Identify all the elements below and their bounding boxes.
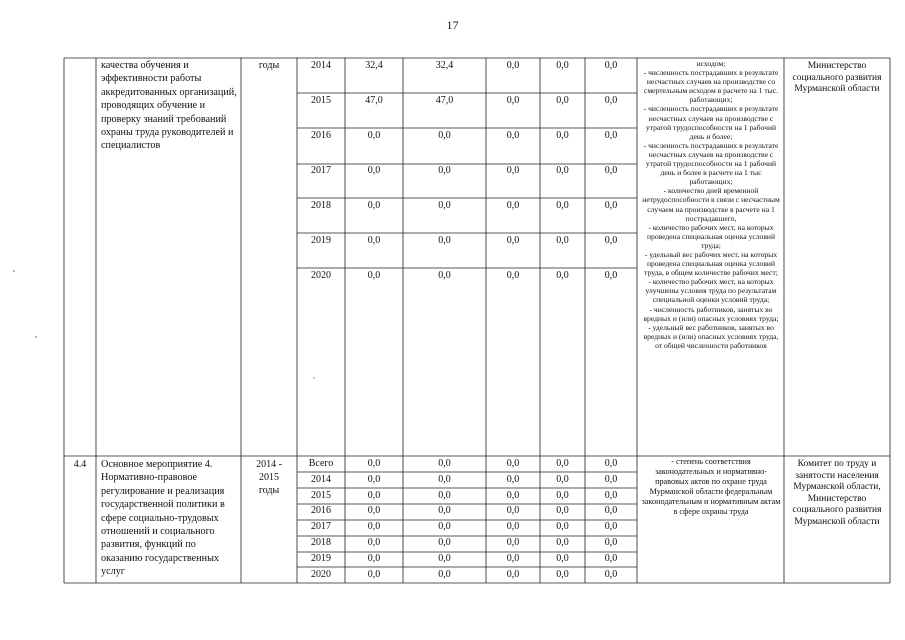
year-cell: 2015 xyxy=(311,489,331,501)
activity-description: качества обучения и эффективности работы аккредитованных организаций, проводящих обучение и проверку знаний требований охраны труда руководителей и специалистов xyxy=(101,60,237,152)
value-cell: 0,0 xyxy=(438,165,451,176)
period-label: годы xyxy=(258,485,280,496)
value-cell: 0,0 xyxy=(367,568,381,580)
value-cell: 0,0 xyxy=(604,489,618,501)
value-cell: 0,0 xyxy=(438,130,451,141)
period-label: годы xyxy=(258,60,280,71)
value-cell: 0,0 xyxy=(604,537,618,548)
page-number: 17 xyxy=(446,18,459,32)
value-cell: 0,0 xyxy=(438,200,451,211)
year-cell: 2018 xyxy=(311,537,331,548)
value-cell: 0,0 xyxy=(556,473,569,485)
value-cell: 0,0 xyxy=(556,95,569,106)
year-cell: 2017 xyxy=(311,165,331,176)
value-cell: 0,0 xyxy=(438,552,451,564)
value-cell: 0,0 xyxy=(367,489,381,501)
year-cell: 2015 xyxy=(311,95,331,106)
value-cell: 32,4 xyxy=(365,60,383,71)
value-cell: 0,0 xyxy=(506,489,520,501)
value-cell: 0,0 xyxy=(604,473,618,485)
executor-text: Министерство социального развития Мурманской области xyxy=(792,61,882,94)
value-cell: 0,0 xyxy=(556,552,569,564)
value-cell: 0,0 xyxy=(556,270,569,281)
value-cell: 0,0 xyxy=(604,568,618,580)
value-cell: 0,0 xyxy=(604,60,618,71)
value-cell: 0,0 xyxy=(556,489,569,501)
value-cell: 0,0 xyxy=(506,537,520,548)
value-cell: 0,0 xyxy=(438,235,451,246)
year-cell: 2016 xyxy=(311,130,331,141)
year-cell: 2020 xyxy=(311,568,331,580)
value-cell: 0,0 xyxy=(604,235,618,246)
value-cell: 47,0 xyxy=(365,95,383,106)
value-cell: 0,0 xyxy=(604,552,618,564)
value-cell: 0,0 xyxy=(438,270,451,281)
value-cell: 0,0 xyxy=(556,521,569,533)
value-cell: 0,0 xyxy=(556,458,569,469)
value-cell: 0,0 xyxy=(367,552,381,564)
value-cell: 0,0 xyxy=(604,505,618,517)
activity-description: Основное мероприятие 4. Нормативно-правовое регулирование и реализация государственной политики в сфере социально-трудовых отношений и социального развития, функций по оказанию государственных услуг xyxy=(101,459,225,578)
value-cell: 0,0 xyxy=(604,521,618,533)
value-cell: 0,0 xyxy=(438,537,451,548)
value-cell: 0,0 xyxy=(506,235,520,246)
year-cell: 2018 xyxy=(311,200,331,211)
value-cell: 0,0 xyxy=(506,552,520,564)
executor-text: Комитет по труду и занятости населения Мурманской области, Министерство социального развития Мурманской области xyxy=(792,459,882,527)
value-cell: 0,0 xyxy=(506,473,520,485)
value-cell: 0,0 xyxy=(506,60,520,71)
value-cell: 0,0 xyxy=(367,473,381,485)
value-cell: 0,0 xyxy=(556,537,569,548)
value-cell: 0,0 xyxy=(556,505,569,517)
value-cell: 0,0 xyxy=(506,270,520,281)
value-cell: 32,4 xyxy=(435,60,454,71)
value-cell: 0,0 xyxy=(506,568,520,580)
indicators-text: - степень соответствия законодательных и нормативно-правовых актов по охране труда Мурманской области федеральным законодательным и нормативным актам в сфере охраны труда xyxy=(641,457,781,516)
value-cell: 0,0 xyxy=(438,505,451,517)
value-cell: 0,0 xyxy=(367,200,381,211)
value-cell: 0,0 xyxy=(506,165,520,176)
value-cell: 0,0 xyxy=(604,270,618,281)
value-cell: 0,0 xyxy=(438,568,451,580)
year-cell: Всего xyxy=(308,458,334,469)
value-cell: 0,0 xyxy=(367,165,381,176)
value-cell: 0,0 xyxy=(604,165,618,176)
value-cell: 0,0 xyxy=(367,130,381,141)
year-cell: 2019 xyxy=(311,235,331,246)
value-cell: 0,0 xyxy=(556,235,569,246)
year-cell: 2014 xyxy=(311,473,331,485)
year-cell: 2017 xyxy=(311,521,331,533)
value-cell: 0,0 xyxy=(367,505,381,517)
year-cell: 2019 xyxy=(311,552,331,564)
year-cell: 2016 xyxy=(311,505,331,517)
value-cell: 0,0 xyxy=(367,270,381,281)
value-cell: 0,0 xyxy=(506,200,520,211)
value-cell: 0,0 xyxy=(556,130,569,141)
value-cell: 0,0 xyxy=(506,458,520,469)
value-cell: 0,0 xyxy=(438,473,451,485)
value-cell: 0,0 xyxy=(556,568,569,580)
value-cell: 0,0 xyxy=(367,537,381,548)
value-cell: 0,0 xyxy=(556,200,569,211)
year-cell: 2020 xyxy=(311,270,331,281)
value-cell: 0,0 xyxy=(506,505,520,517)
value-cell: 0,0 xyxy=(556,165,569,176)
value-cell: 0,0 xyxy=(506,521,520,533)
value-cell: 0,0 xyxy=(506,95,520,106)
year-cell: 2014 xyxy=(311,60,331,71)
value-cell: 0,0 xyxy=(604,458,618,469)
value-cell: 0,0 xyxy=(604,130,618,141)
value-cell: 0,0 xyxy=(556,60,569,71)
value-cell: 0,0 xyxy=(438,521,451,533)
item-number: 4.4 xyxy=(73,459,87,470)
indicators-text: исходом; - численность пострадавших в результате несчастных случаев на производстве со смертельным исходом в расчете на 1 тыс. работающих; - численность пострадавших в результате несчастных случаев на производстве с утратой трудоспособности на 1 рабочий день и более; - численность пострадавших в результате несчастных случаев на производстве с утратой трудоспособности на 1 рабочий день и более в расчете на 1 тыс работающих; - количество дней временной нетрудоспособности в связи с несчастным случаем на производстве в расчете на 1 пострадавшего, - количество рабочих мест, на которых проведена специальная оценка условий труда; - удельный вес рабочих мест, на которых проведена специальная оценка условий труда, в общем количестве рабочих мест; - количество рабочих мест, на которых улучшены условия труда по результатам специальной оценки условий труда; - численность работников, занятых во вредных и (или) опасных условиях труда; - удельный вес работников, занятых во вредных и (или) опасных условиях труда, от общей численности работников xyxy=(642,59,780,350)
value-cell: 0,0 xyxy=(438,458,451,469)
value-cell: 0,0 xyxy=(367,458,381,469)
value-cell: 0,0 xyxy=(367,521,381,533)
value-cell: 0,0 xyxy=(367,235,381,246)
value-cell: 0,0 xyxy=(604,95,618,106)
value-cell: 0,0 xyxy=(604,200,618,211)
value-cell: 0,0 xyxy=(438,489,451,501)
value-cell: 47,0 xyxy=(435,95,454,106)
period-years: 2014 - 2015 xyxy=(256,459,282,483)
value-cell: 0,0 xyxy=(506,130,520,141)
